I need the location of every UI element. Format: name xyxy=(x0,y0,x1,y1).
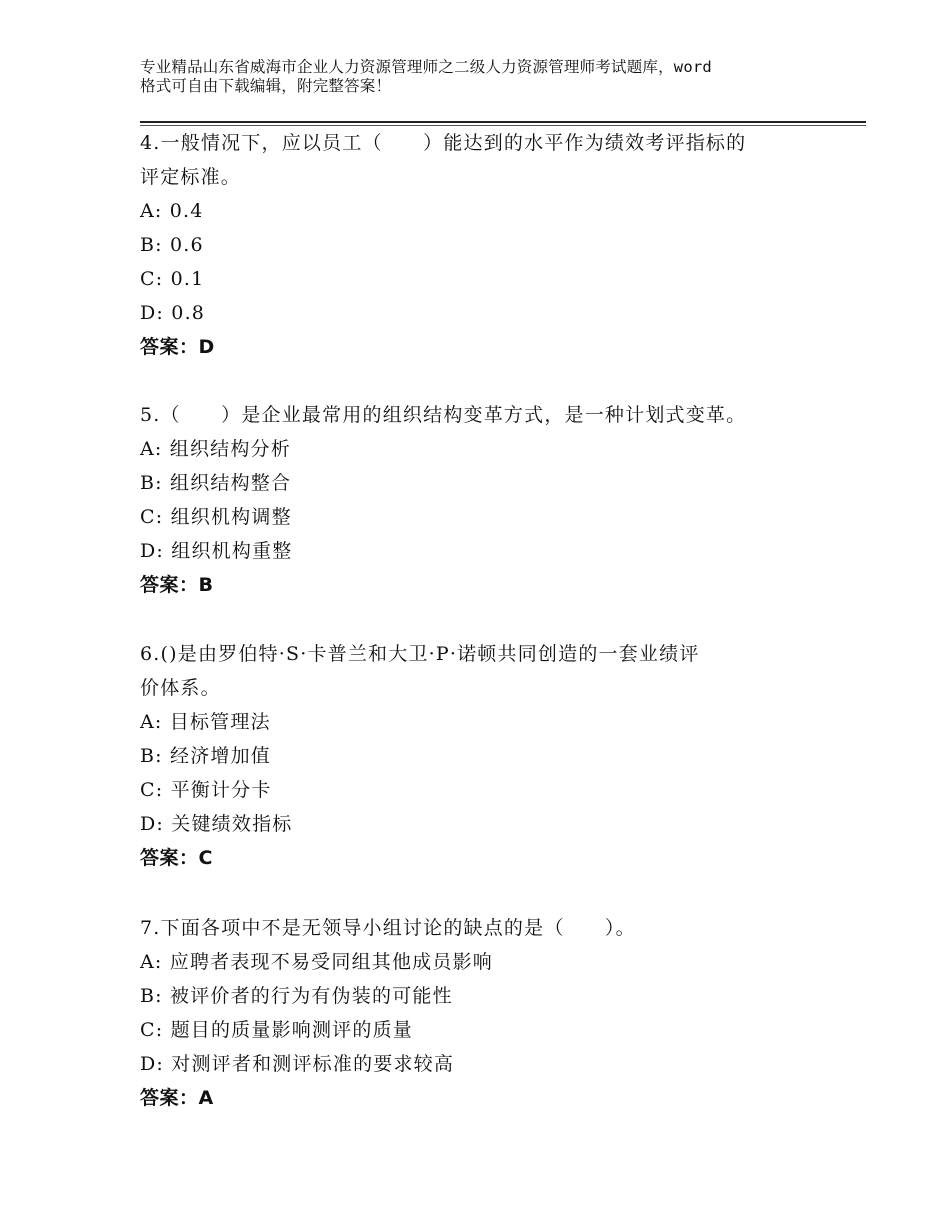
question-4-option-a: A: 0.4 xyxy=(140,200,204,222)
question-7-text-line-1: 7.下面各项中不是无领导小组讨论的缺点的是（ ）。 xyxy=(140,917,636,939)
question-5 xyxy=(140,398,820,602)
question-4-option-c: C: 0.1 xyxy=(140,268,205,290)
header-line-2: 格式可自由下载编辑，附完整答案！ xyxy=(140,77,392,95)
question-6-option-c: C: 平衡计分卡 xyxy=(140,779,272,801)
question-5-text-line-1: 5.（ ）是企业最常用的组织结构变革方式，是一种计划式变革。 xyxy=(140,404,747,426)
question-4 xyxy=(140,126,820,364)
question-5-answer: 答案：B xyxy=(140,574,214,596)
question-7-option-d: D: 对测评者和测评标准的要求较高 xyxy=(140,1053,455,1075)
question-5-option-b: B: 组织结构整合 xyxy=(140,472,292,494)
question-4-text-line-2: 评定标准。 xyxy=(140,166,242,188)
document-header xyxy=(140,58,840,96)
header-line-1: 专业精品山东省威海市企业人力资源管理师之二级人力资源管理师考试题库，word xyxy=(140,58,712,76)
question-5-option-c: C: 组织机构调整 xyxy=(140,506,292,528)
question-5-option-d: D: 组织机构重整 xyxy=(140,540,293,562)
question-4-text-line-1: 4.一般情况下，应以员工（ ）能达到的水平作为绩效考评指标的 xyxy=(140,132,747,154)
question-7-option-b: B: 被评价者的行为有伪装的可能性 xyxy=(140,985,453,1007)
question-5-option-a: A: 组织结构分析 xyxy=(140,438,291,460)
question-6-text-line-2: 价体系。 xyxy=(140,677,221,699)
header-divider-thick xyxy=(140,121,866,123)
question-7-option-c: C: 题目的质量影响测评的质量 xyxy=(140,1019,413,1041)
question-7 xyxy=(140,911,820,1115)
question-6 xyxy=(140,637,820,875)
question-6-text-line-1: 6.()是由罗伯特·S·卡普兰和大卫·P·诺顿共同创造的一套业绩评 xyxy=(140,643,700,665)
question-7-option-a: A: 应聘者表现不易受同组其他成员影响 xyxy=(140,951,493,973)
question-6-option-d: D: 关键绩效指标 xyxy=(140,813,293,835)
question-6-option-b: B: 经济增加值 xyxy=(140,745,272,767)
question-4-answer: 答案：D xyxy=(140,336,215,358)
question-4-option-d: D: 0.8 xyxy=(140,302,206,324)
question-6-option-a: A: 目标管理法 xyxy=(140,711,271,733)
question-7-answer: 答案：A xyxy=(140,1087,214,1109)
question-6-answer: 答案：C xyxy=(140,847,213,869)
question-4-option-b: B: 0.6 xyxy=(140,234,204,256)
